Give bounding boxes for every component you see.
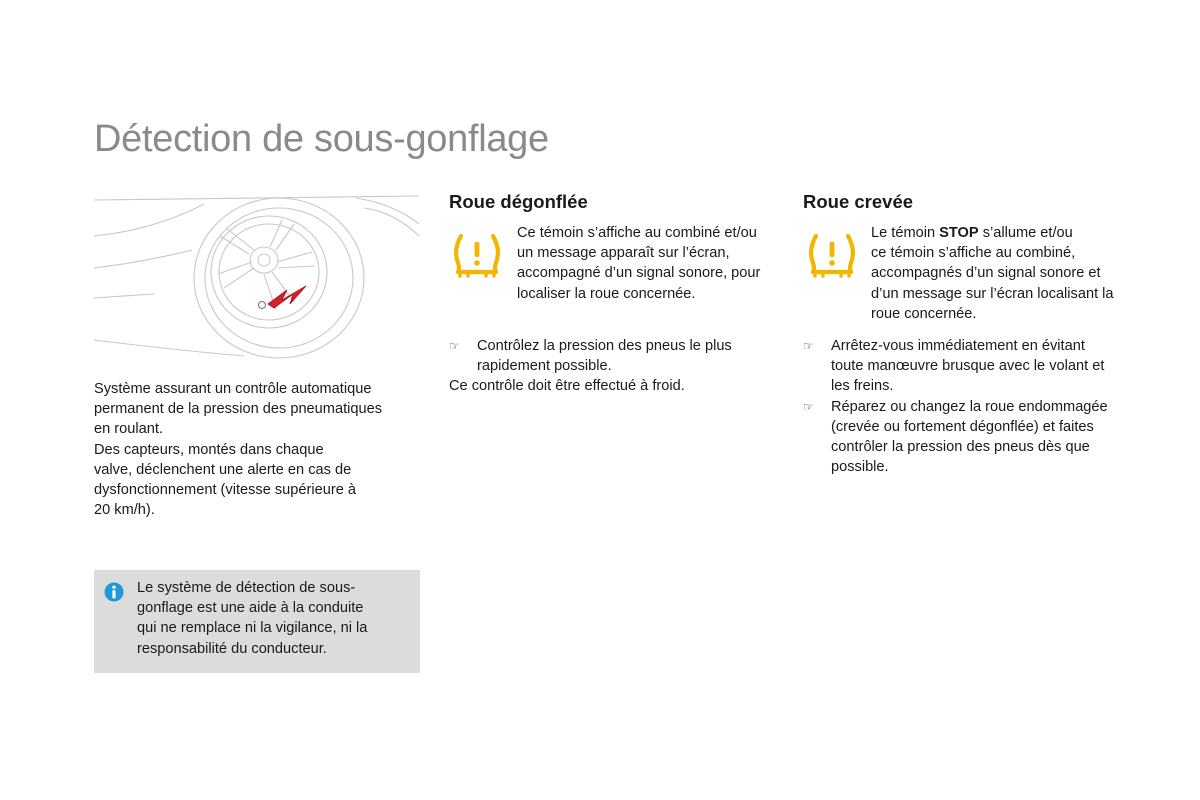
message-line: d’un message sur l’écran localisant la <box>871 285 1114 302</box>
desc-line: permanent de la pression des pneumatiques <box>94 401 383 418</box>
info-icon <box>104 582 124 602</box>
desc-line: en roulant. <box>94 421 163 438</box>
heading-roue-degonflee: Roue dégonflée <box>449 191 588 212</box>
left-description <box>94 379 414 520</box>
stop-label: STOP <box>939 225 979 241</box>
bullet-line: Contrôlez la pression des pneus le plus <box>477 338 732 354</box>
info-line: responsabilité du conducteur. <box>137 640 327 657</box>
info-line: gonflage est une aide à la conduite <box>137 600 364 617</box>
bullet-item <box>803 336 1133 397</box>
bullets-roue-crevee <box>803 336 1133 477</box>
message-line <box>871 223 1136 243</box>
message-line: Ce témoin s’affiche au combiné et/ou <box>517 225 757 241</box>
bullet-line: (crevée ou fortement dégonflée) et faites <box>831 418 1094 435</box>
bullet-line: rapidement possible. <box>477 358 612 375</box>
bullets-roue-degonflee <box>449 336 759 397</box>
desc-line: Système assurant un contrôle automatique <box>94 381 372 397</box>
bullet-item <box>803 397 1133 478</box>
message-line: un message apparaît sur l’écran, <box>517 245 730 262</box>
pointing-hand-icon: ☞ <box>803 339 814 353</box>
message-line: ce témoin s’affiche au combiné, <box>871 245 1076 262</box>
desc-line: 20 km/h). <box>94 502 155 519</box>
message-suffix: s’allume et/ou <box>978 225 1073 241</box>
heading-roue-crevee: Roue crevée <box>803 191 914 212</box>
info-line: Le système de détection de sous- <box>137 580 356 596</box>
note-text: Ce contrôle doit être effectué à froid. <box>449 378 685 395</box>
bullet-line: toute manœuvre brusque avec le volant et <box>831 358 1105 375</box>
bullet-line: contrôler la pression des pneus dès que <box>831 439 1090 456</box>
message-line: accompagnés d’un signal sonore et <box>871 265 1101 282</box>
page-title: Détection de sous-gonflage <box>94 118 549 160</box>
bullet-line: Arrêtez-vous immédiatement en évitant <box>831 338 1085 354</box>
desc-line: Des capteurs, montés dans chaque <box>94 441 324 458</box>
bullet-line: possible. <box>831 459 889 476</box>
info-line: qui ne remplace ni la vigilance, ni la <box>137 620 368 637</box>
desc-line: dysfonctionnement (vitesse supérieure à <box>94 482 357 499</box>
tire-pressure-warning-icon <box>452 232 502 278</box>
pointing-hand-icon: ☞ <box>449 339 460 353</box>
pointing-hand-icon: ☞ <box>803 399 814 414</box>
bullet-line: Réparez ou changez la roue endommagée <box>831 398 1108 415</box>
message-roue-crevee <box>871 223 1136 324</box>
message-line: localiser la roue concernée. <box>517 285 696 302</box>
message-roue-degonflee <box>517 223 782 304</box>
tire-pressure-warning-icon <box>807 232 857 278</box>
bullet-line: les freins. <box>831 378 894 395</box>
message-line: accompagné d’un signal sonore, pour <box>517 265 761 282</box>
message-prefix: Le témoin <box>871 225 940 241</box>
message-line: roue concernée. <box>871 305 977 322</box>
wheel-valve-illustration <box>94 190 420 360</box>
bullet-item <box>449 336 759 376</box>
desc-line: valve, déclenchent une alerte en cas de <box>94 461 352 478</box>
info-box <box>94 570 420 673</box>
info-text <box>137 578 407 659</box>
